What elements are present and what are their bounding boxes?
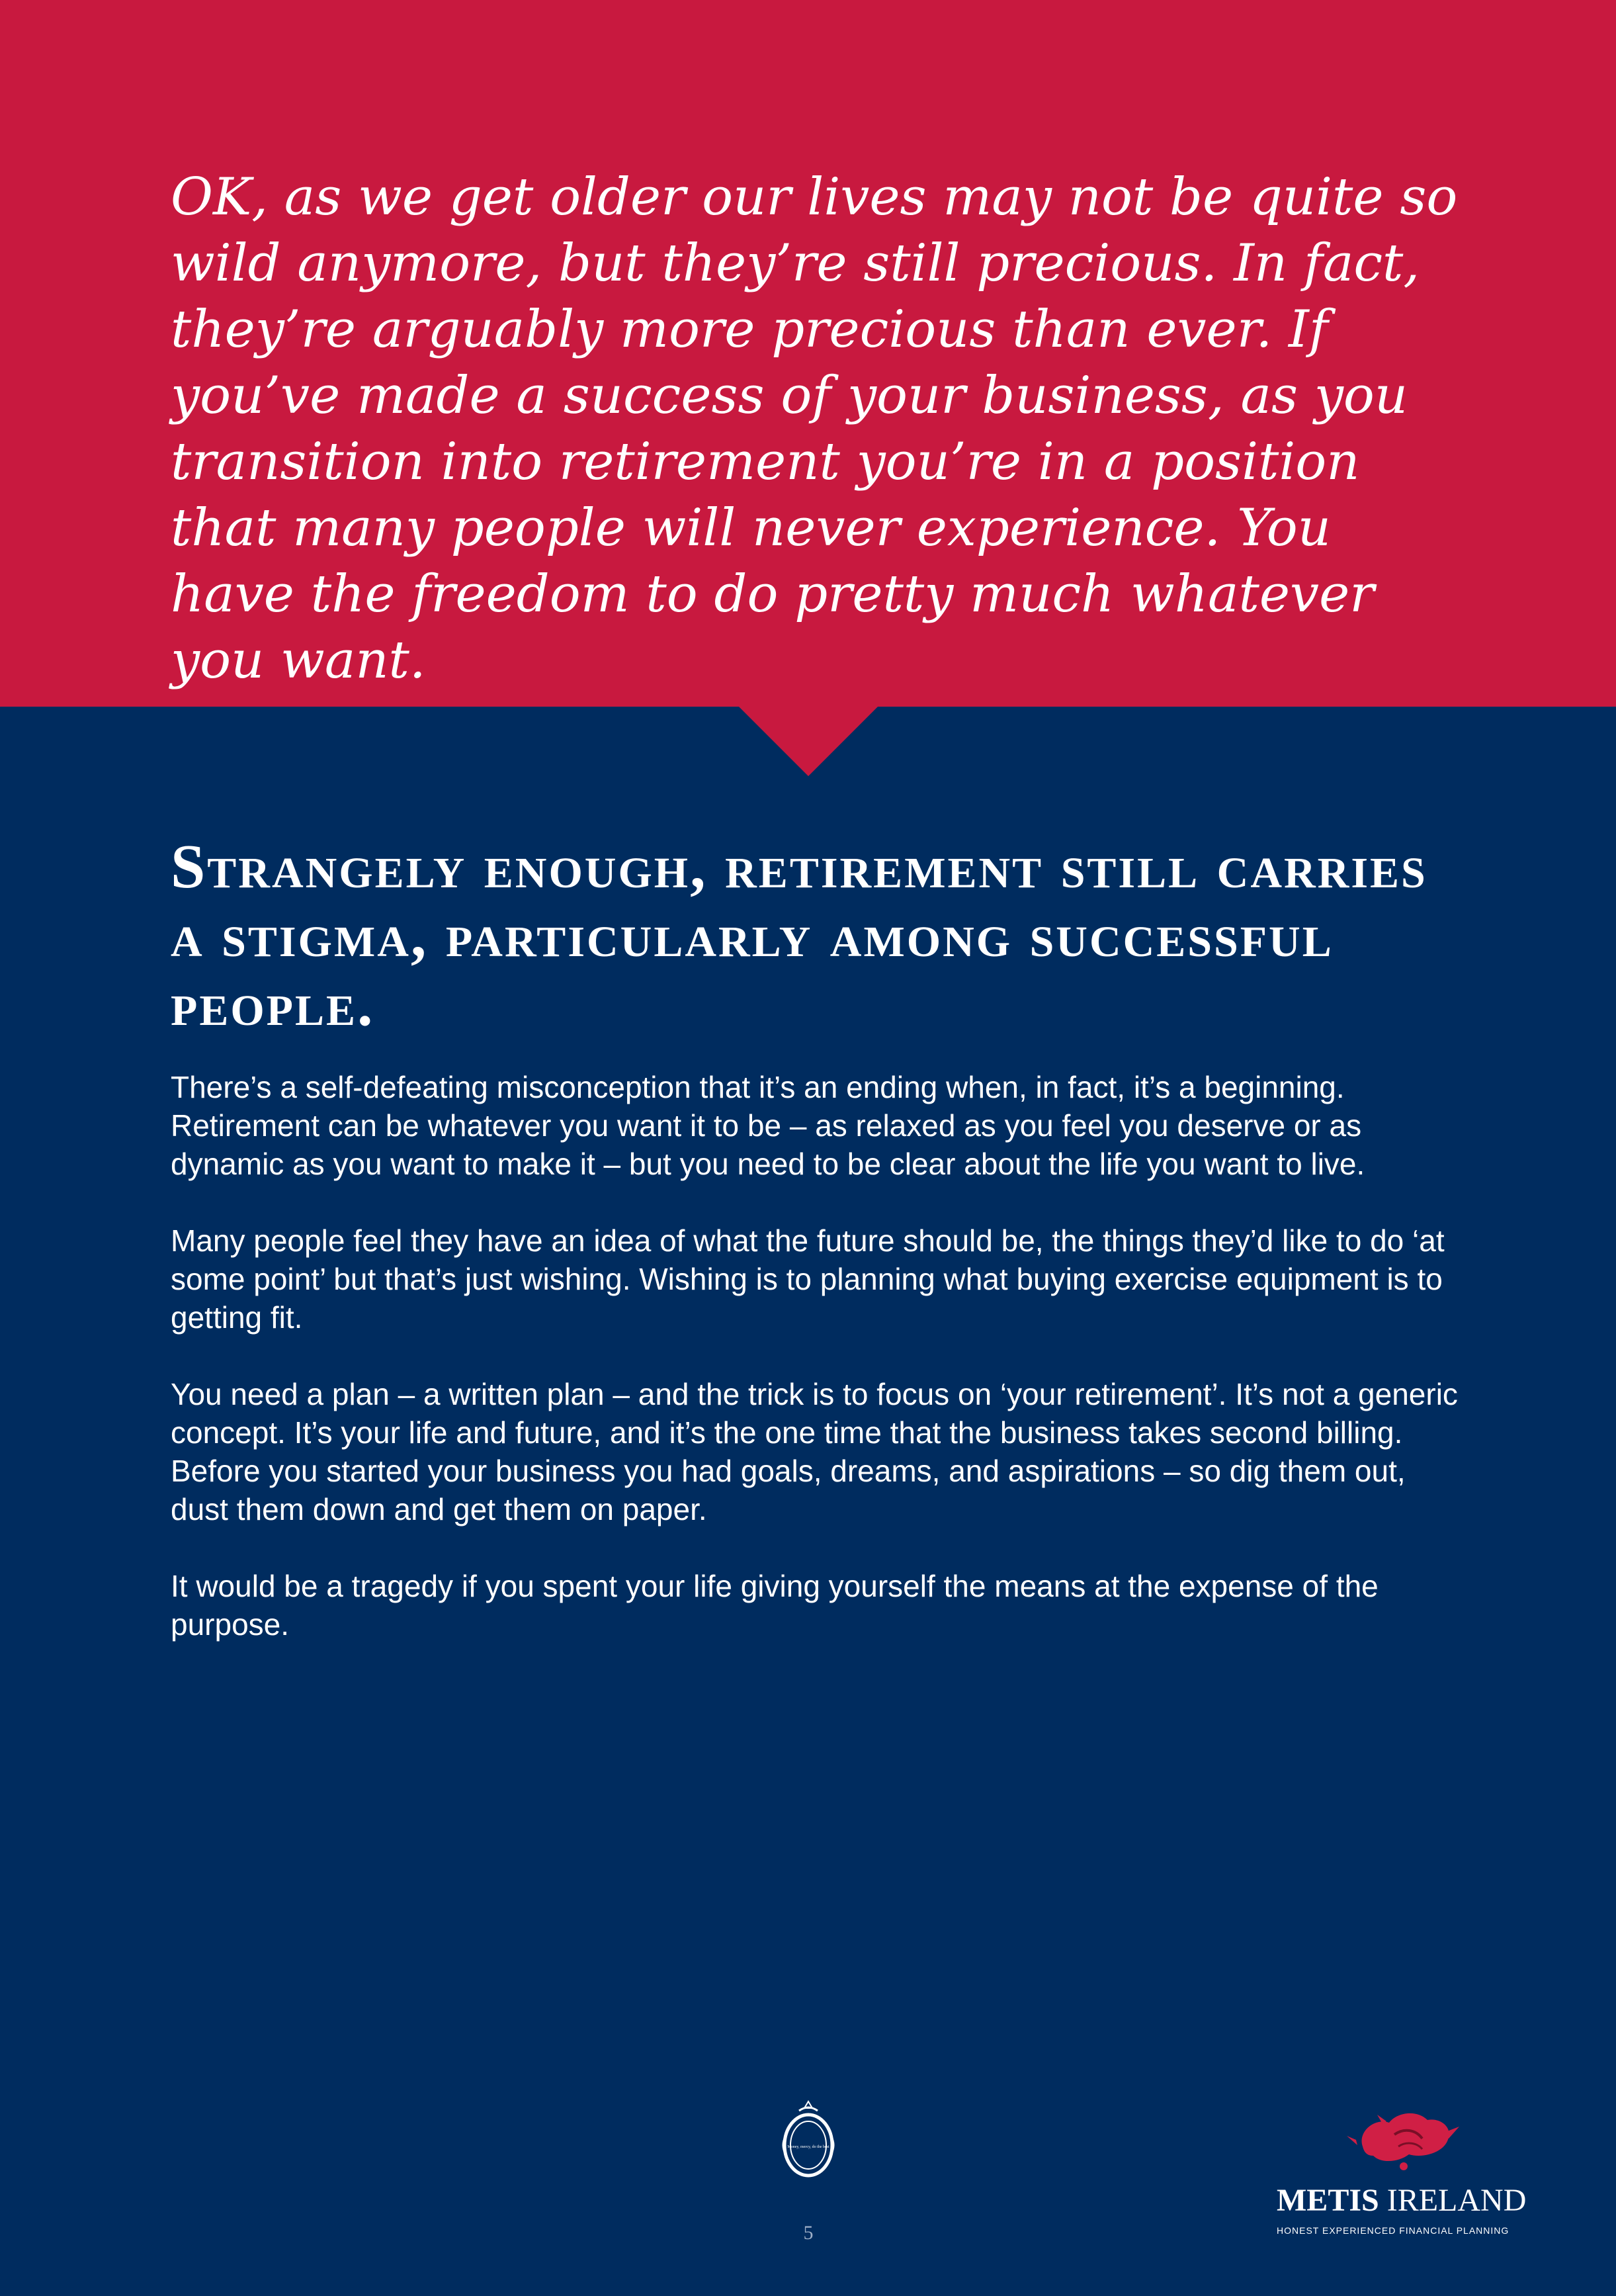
body-text [171,1068,1467,1682]
body-paragraph: You need a plan – a written plan – and the trick is to focus on ‘your retirement’. It’s not a generic concept. It’s your life and future, and it’s the one time that the business takes second billing. Before you started your business you had goals, dreams, and aspirations – so dig them out, dust them down and get them on paper. [171,1377,1458,1526]
body-paragraph: Many people feel they have an idea of what the future should be, the things they’d like to do ‘at some point’ but that’s just wishing. Wishing is to planning what buying exercise equipment is to getting fit. [171,1223,1445,1335]
metis-logo-mark-icon [1343,2100,1468,2173]
brand-name [1277,2182,1527,2219]
page-number: 5 [803,2222,814,2244]
brand-tagline: HONEST EXPERIENCED FINANCIAL PLANNING [1277,2225,1510,2236]
banner-pointer [738,705,879,776]
seal-text: Money, mercy, do the best [787,2145,829,2149]
body-paragraph: It would be a tragedy if you spent your life giving yourself the means at the expense of the purpose. [171,1569,1379,1642]
crest-seal-icon [779,2099,837,2181]
brand-name-rest: IRELAND [1379,2183,1527,2218]
section-heading: Strangely enough, retirement still carries a stigma, particularly among successful people. [171,832,1427,1039]
intro-quote: OK, as we get older our lives may not be quite so wild anymore, but they’re still precious. In fact, they’re arguably more precious than ever. If you’ve made a success of your business, as you transition into retirement you’re in a position that many people will never experience. You have the freedom to do pretty much whatever you want. [171,167,1458,690]
brand-name-bold: METIS [1277,2183,1379,2218]
body-paragraph: There’s a self-defeating misconception that it’s an ending when, in fact, it’s a beginning. Retirement can be whatever you want it to be – as relaxed as you feel you deserve or as dynamic as you want to make it – but you need to be clear about the life you want to live. [171,1070,1365,1181]
brand-logo [1277,2100,1527,2252]
